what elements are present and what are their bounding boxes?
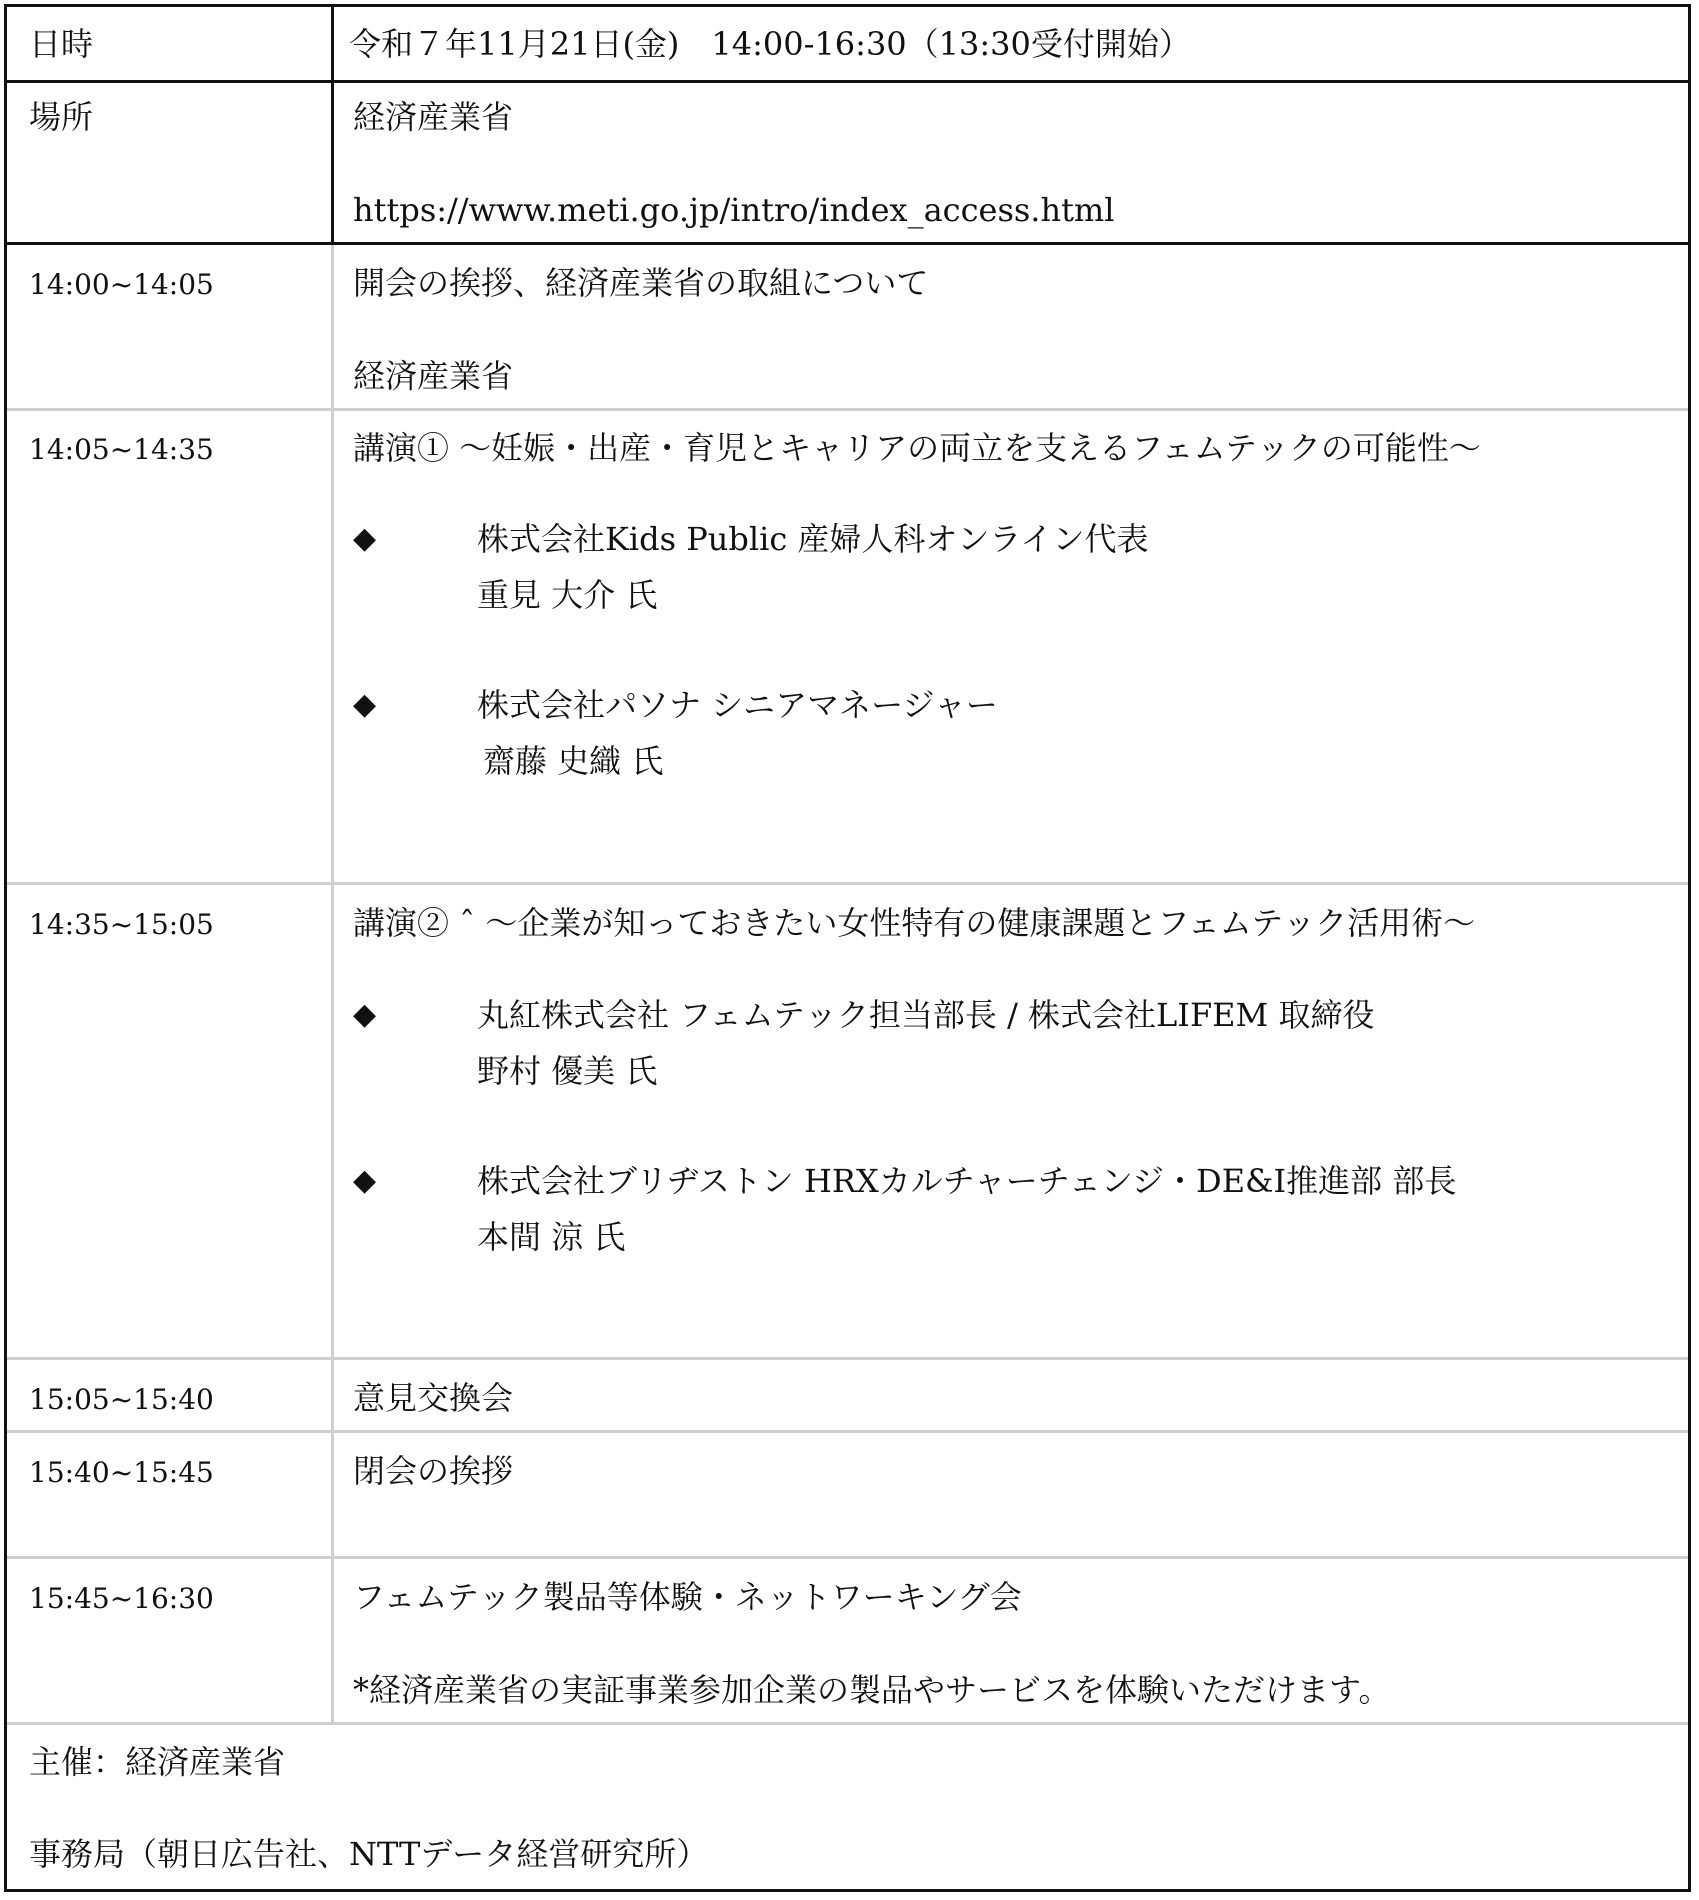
schedule-time: 14:00~14:05: [29, 268, 214, 301]
speaker-name: 本間 涼 氏: [477, 1218, 626, 1256]
schedule-time: 14:35~15:05: [29, 908, 214, 941]
schedule-title: 講演① 〜妊娠・出産・育児とキャリアの両立を支えるフェムテックの可能性〜: [353, 429, 1481, 467]
venue-label: 場所: [29, 98, 94, 136]
speaker-affiliation: 株式会社Kids Public 産婦人科オンライン代表: [477, 520, 1149, 558]
schedule-time: 15:45~16:30: [29, 1582, 214, 1615]
schedule-title: 意見交換会: [353, 1379, 514, 1417]
organizer-text: 主催：経済産業省: [29, 1743, 286, 1781]
diamond-bullet-icon: ◆: [353, 521, 377, 556]
speaker-affiliation: 株式会社パソナ シニアマネージャー: [477, 686, 998, 724]
secretariat-text: 事務局（朝日広告社、NTTデータ経営研究所）: [29, 1835, 709, 1873]
venue-name: 経済産業省: [353, 98, 514, 136]
schedule-title: 開会の挨拶、経済産業省の取組について: [353, 264, 929, 302]
row-divider: [7, 882, 1688, 885]
schedule-note: *経済産業省の実証事業参加企業の製品やサービスを体験いただけます。: [353, 1671, 1391, 1709]
row-divider: [7, 1722, 1688, 1725]
schedule-time: 15:40~15:45: [29, 1456, 214, 1489]
speaker-name: 齋藤 史織 氏: [483, 742, 664, 780]
date-value: 令和７年11月21日(金) 14:00-16:30（13:30受付開始）: [349, 25, 1191, 63]
diamond-bullet-icon: ◆: [353, 687, 377, 722]
schedule-title: 閉会の挨拶: [353, 1452, 514, 1490]
diamond-bullet-icon: ◆: [353, 1163, 377, 1198]
speaker-affiliation: 丸紅株式会社 フェムテック担当部長 / 株式会社LIFEM 取締役: [477, 996, 1375, 1034]
row-divider: [7, 1556, 1688, 1559]
column-divider: [331, 245, 334, 1725]
row-divider: [7, 80, 1688, 83]
schedule-title: 講演② ˆ 〜企業が知っておきたい女性特有の健康課題とフェムテック活用術〜: [353, 904, 1476, 942]
schedule-title: フェムテック製品等体験・ネットワーキング会: [353, 1578, 1022, 1616]
row-divider: [7, 1357, 1688, 1360]
speaker-affiliation: 株式会社ブリヂストン HRXカルチャーチェンジ・DE&I推進部 部長: [477, 1162, 1457, 1200]
schedule-subtitle: 経済産業省: [353, 357, 514, 395]
schedule-time: 15:05~15:40: [29, 1383, 214, 1416]
venue-url[interactable]: https://www.meti.go.jp/intro/index_access.html: [353, 191, 1115, 229]
row-divider: [7, 1430, 1688, 1433]
row-divider: [7, 242, 1688, 245]
speaker-name: 野村 優美 氏: [477, 1052, 658, 1090]
row-divider: [7, 408, 1688, 411]
diamond-bullet-icon: ◆: [353, 997, 377, 1032]
date-label: 日時: [29, 25, 94, 63]
column-divider: [331, 7, 334, 245]
schedule-time: 14:05~14:35: [29, 433, 214, 466]
speaker-name: 重見 大介 氏: [477, 576, 658, 614]
event-info-table: [4, 4, 1691, 1892]
